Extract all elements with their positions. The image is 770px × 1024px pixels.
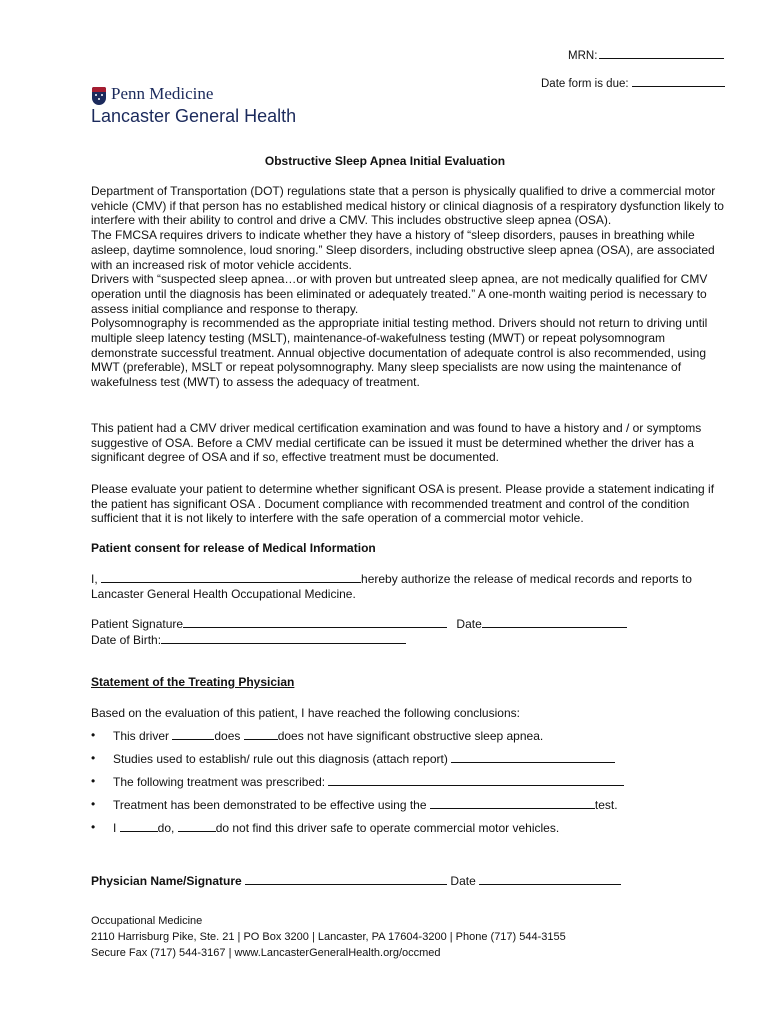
dob-line[interactable] [161, 632, 406, 644]
consent-heading: Patient consent for release of Medical Information [91, 541, 376, 555]
patient-signature-row [91, 616, 731, 647]
authorize-text: hereby authorize the release of medical records and reports to [361, 572, 692, 586]
physician-signature-label: Physician Name/Signature [91, 874, 242, 888]
osa-does-line[interactable] [172, 728, 214, 740]
footer-address: 2110 Harrisburg Pike, Ste. 21 | PO Box 3200 | Lancaster, PA 17604-3200 | Phone (717) 544-3155 [91, 931, 566, 943]
consent-authorize [91, 571, 731, 601]
safe-do-not-line[interactable] [178, 820, 216, 832]
treatment-line[interactable] [328, 774, 624, 786]
physician-signature-row [91, 873, 731, 889]
consent-i-label: I, [91, 572, 98, 586]
authorize-text-2: Lancaster General Health Occupational Medicine. [91, 586, 356, 601]
safe-do-line[interactable] [120, 820, 158, 832]
osa-does-not-line[interactable] [244, 728, 278, 740]
intro-paragraph: Drivers with “suspected sleep apnea…or with proven but untreated sleep apnea, are not medically qualified for CMV operation until the diagnosis has been eliminated or adequately treated.” A one-month waiting period is necessary to assess initial compliance and response to therapy. [91, 272, 708, 316]
footer-contact: Secure Fax (717) 544-3167 | www.LancasterGeneralHealth.org/occmed [91, 947, 441, 959]
intro-paragraph: The FMCSA requires drivers to indicate whether they have a history of “sleep disorders, pauses in breathing while asleep, daytime somnolence, loud snoring.” Sleep disorders, including obstructive sleep apnea (OSA), are associated with an increased risk of motor vehicle accidents. [91, 228, 715, 272]
patient-signature-label: Patient Signature [91, 617, 184, 631]
studies-line[interactable] [451, 751, 615, 763]
intro-paragraph: Polysomnography is recommended as the appropriate initial testing method. Drivers should not return to driving until multiple sleep latency testing (MSLT), maintenance-of-wakefulness testing (MWT) or repeat polysomnogram demonstrate successful treatment. Annual objective documentation of adequate control is also recommended, using MWT (preferable), MSLT or repeat polysomnography. Many sleep specialists are now using the maintenance of wakefulness test (MWT) to assess the adequacy of treatment. [91, 316, 708, 390]
request-paragraph: Please evaluate your patient to determine whether significant OSA is present. Please provide a statement indicating if the patient has significant OSA . Document compliance with recommended treatment and control of the condition sufficient that it is not likely to interfere with the safe operation of a commercial motor vehicle. [91, 482, 715, 526]
physician-date-label: Date [450, 874, 476, 888]
footer [91, 913, 566, 961]
mrn-line[interactable] [599, 47, 724, 59]
intro-paragraph: Department of Transportation (DOT) regulations state that a person is physically qualified to drive a commercial motor vehicle (CMV) if that person has no established medical history or clinical diagnosis of a respiratory dysfunction likely to interfere with their ability to control and drive a CMV. This includes obstructive sleep apnea (OSA). [91, 184, 724, 228]
physician-date-line[interactable] [479, 873, 621, 885]
logo-lancaster-general-health: Lancaster General Health [91, 106, 297, 126]
patient-name-line[interactable] [101, 571, 361, 583]
effective-test-line[interactable] [430, 797, 595, 809]
due-date-line[interactable] [632, 75, 725, 87]
intro-block [91, 184, 731, 390]
mrn-field[interactable] [568, 47, 724, 62]
physician-heading: Statement of the Treating Physician [91, 675, 295, 689]
patient-date-line[interactable] [482, 616, 627, 628]
physician-signature-line[interactable] [245, 873, 447, 885]
patient-paragraph: This patient had a CMV driver medical certification examination and was found to have a history and / or symptoms suggestive of OSA. Before a CMV medial certificate can be issued it must be determined whether the driver has a significant degree of OSA and if so, effective treatment must be documented. [91, 421, 702, 465]
due-date-field[interactable] [541, 75, 725, 90]
patient-date-label: Date [456, 617, 482, 631]
mrn-label: MRN: [568, 50, 598, 62]
patient-signature-line[interactable] [183, 616, 447, 628]
footer-department: Occupational Medicine [91, 915, 203, 927]
logo-penn-medicine: Penn Medicine [111, 84, 214, 103]
physician-intro: Based on the evaluation of this patient, I have reached the following conclusions: [91, 706, 520, 720]
penn-shield-icon [92, 87, 106, 105]
due-date-label: Date form is due: [541, 78, 629, 90]
dob-label: Date of Birth: [91, 632, 162, 647]
page-title: Obstructive Sleep Apnea Initial Evaluation [264, 154, 506, 168]
